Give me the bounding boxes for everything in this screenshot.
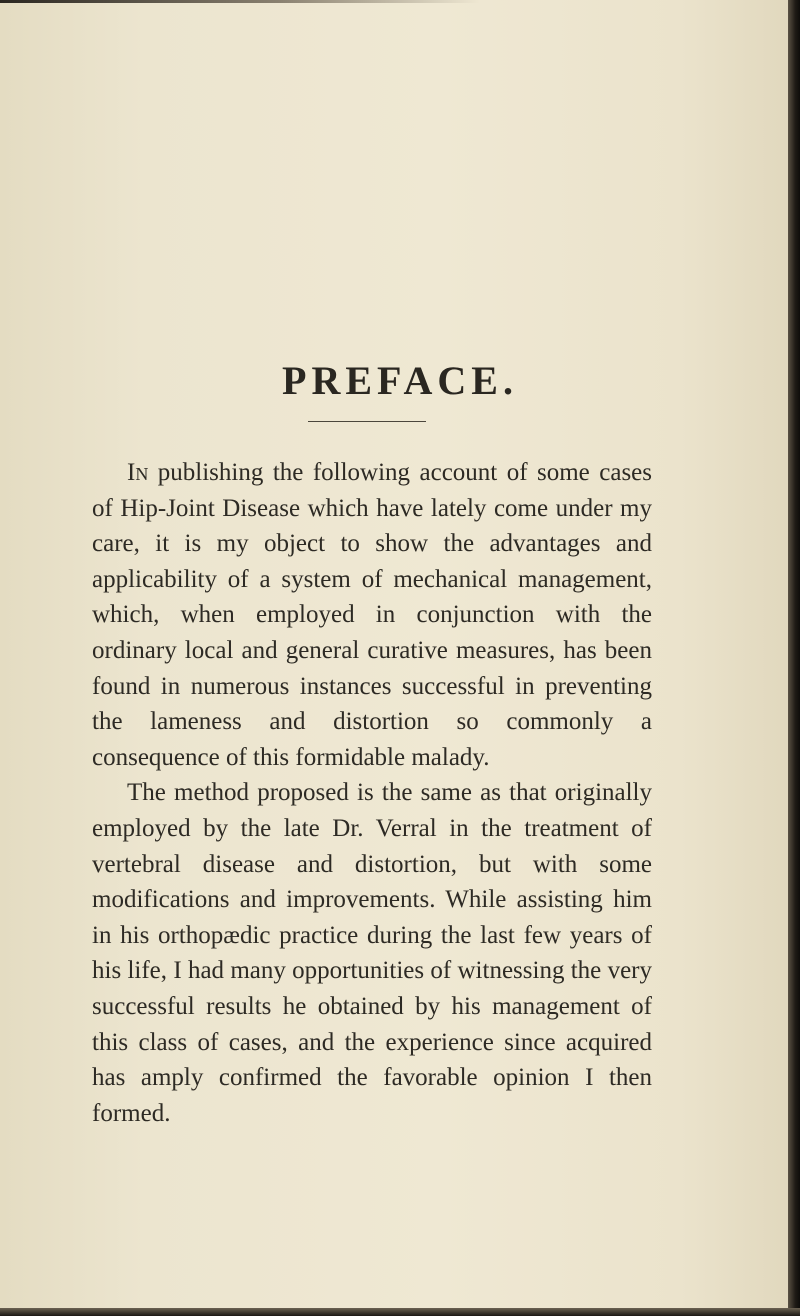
page-title: PREFACE. bbox=[282, 357, 518, 403]
title-divider bbox=[308, 421, 426, 422]
paragraph-1 bbox=[92, 455, 652, 775]
paragraph-2: The method proposed is the same as that originally employed by the late Dr. Verral in the treatment of vertebral disease and distortion, but with some modifications and improvements. While assisting him in his orthopædic practice during the last few years of his life, I had many opportunities of witnessing the very successful results he obtained by his management of this class of cases, and the experience since acquired has amply confirmed the favorable opinion I then formed. bbox=[92, 779, 652, 1127]
page-bottom-edge bbox=[0, 1308, 800, 1316]
preface-body bbox=[92, 455, 652, 1131]
paragraph-lead-word: In bbox=[127, 459, 149, 486]
page-top-edge bbox=[0, 0, 800, 3]
paragraph-1-text: publishing the following account of some cases of Hip-Joint Disease which have lately come under my care, it is my object to show the advantages and applicability of a system of mechanical management, which, when employed in conjunction with the ordinary local and general curative measures, has been found in numerous instances successful in preventing the lameness and distortion so commonly a consequence of this formidable malady. bbox=[92, 459, 652, 771]
book-spine-edge bbox=[788, 0, 800, 1316]
